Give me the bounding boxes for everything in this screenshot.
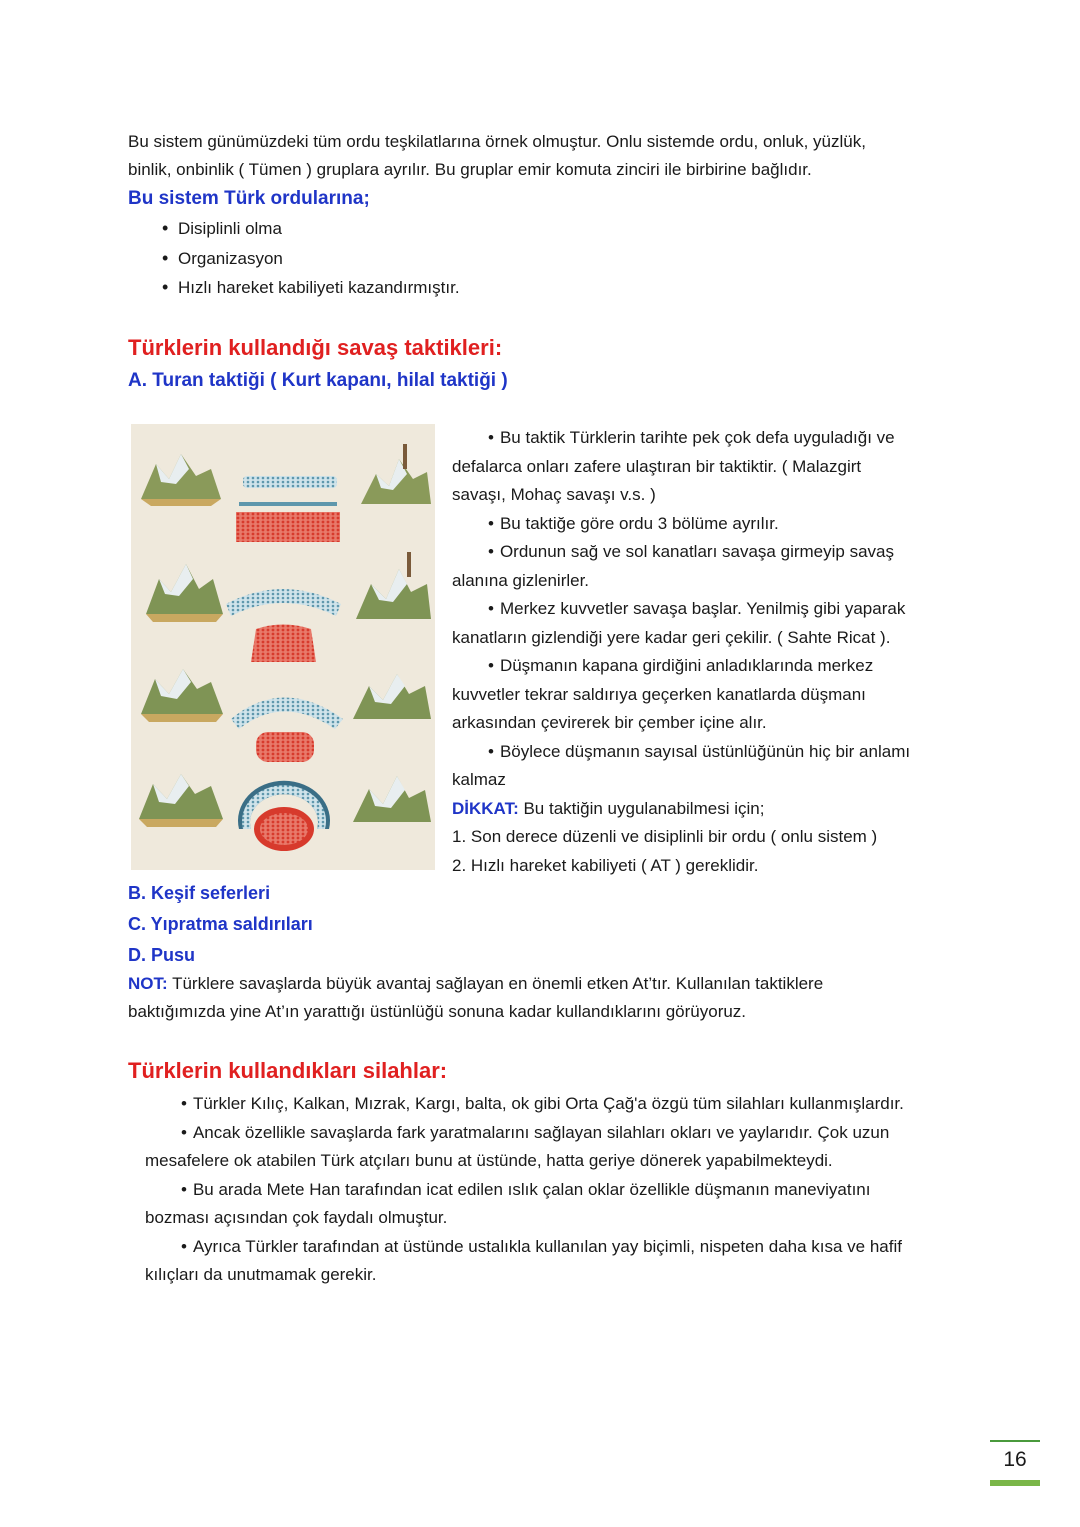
description-line: alanına gizlenirler. (452, 570, 590, 590)
note-line-2: baktığımızda yine At’ın yarattığı üstünlüğü sonuna kadar kullandıklarını görüyoruz. (128, 1002, 747, 1021)
description-line: savaşı, Mohaç savaşı v.s. ) (452, 485, 656, 504)
text-span: Düşmanın kapana girdiğini anladıklarında merkez (499, 656, 874, 675)
text-span: Ordunun sağ ve sol kanatları savaşa girmeyip savaş (499, 542, 894, 561)
text-span: Ayrıca Türkler tarafından at üstünde ustalıkla kullanılan yay biçimli, nispeten daha kısa ve hafif (192, 1236, 902, 1256)
requirement-line: 1. Son derece düzenli ve disiplinli bir ordu ( onlu sistem ) (452, 827, 878, 846)
intro-line-2: binlik, onbinlik ( Tümen ) gruplara ayrılır. Bu gruplar emir komuta zinciri ile birbirine bağlıdır. (128, 160, 812, 179)
text-span: Ancak özellikle savaşlarda fark yaratmalarını sağlayan silahları okları ve yaylarıdır. Çok uzun (192, 1122, 890, 1142)
text-span: Bu taktiğe göre ordu 3 bölüme ayrılır. (499, 513, 779, 533)
description-line: • Bu taktiğe göre ordu 3 bölüme ayrılır. (488, 513, 779, 533)
text-span: Türkler Kılıç, Kalkan, Mızrak, Kargı, balta, ok gibi Orta Çağ'a özgü tüm silahları kullanmışlardır. (192, 1094, 904, 1113)
mountain-right (361, 444, 431, 504)
tactic-a-description (452, 424, 932, 880)
weapons-line: • Bu arada Mete Han tarafından icat edilen ıslık çalan oklar özellikle düşmanın maneviyatını (181, 1179, 871, 1199)
mountain-right (356, 552, 431, 619)
weapons-line: bozması açısından çok faydalı olmuştur. (145, 1208, 448, 1227)
page-number-top-rule (990, 1440, 1040, 1442)
list-item: • Disiplinli olma (160, 214, 460, 244)
tactic-d-heading: D. Pusu (128, 945, 196, 965)
mountain-left (141, 669, 223, 722)
tactic-b-heading: B. Keşif seferleri (128, 883, 271, 903)
weapons-line: • Ayrıca Türkler tarafından at üstünde ustalıkla kullanılan yay biçimli, nispeten daha kısa ve hafif (181, 1236, 902, 1256)
stage-4 (139, 774, 431, 851)
dikkat-text: Bu taktiğin uygulanabilmesi için; (518, 798, 765, 818)
description-line: defalarca onları zafere ulaştıran bir taktiktir. ( Malazgirt (452, 456, 862, 476)
intro-line-1: Bu sistem günümüzdeki tüm ordu teşkilatlarına örnek olmuştur. Onlu sistemde ordu, onluk, yüzlük, (128, 132, 866, 151)
weapons-heading: Türklerin kullandıkları silahlar: (128, 1058, 448, 1083)
turan-tactic-illustration (131, 424, 435, 870)
note-label: NOT: (128, 974, 168, 993)
page-number-bottom-bar (990, 1480, 1040, 1486)
stage-3 (141, 669, 431, 762)
mountain-right (353, 674, 431, 719)
description-line: • Böylece düşmanın sayısal üstünlüğünün hiç bir anlamı (488, 741, 911, 761)
note-paragraph (128, 970, 948, 1026)
stage-1 (141, 444, 431, 542)
description-line: • Merkez kuvvetler savaşa başlar. Yenilmiş gibi yaparak (488, 599, 906, 618)
list-item: • Hızlı hareket kabiliyeti kazandırmıştır. (160, 273, 460, 303)
system-heading: Bu sistem Türk ordularına; (128, 188, 370, 209)
tactics-heading: Türklerin kullandığı savaş taktikleri: (128, 335, 503, 360)
tactic-diagram-svg (131, 424, 435, 870)
dikkat-line (452, 795, 932, 824)
description-line: kuvvetler tekrar saldırıya geçerken kanatlarda düşmanı (452, 684, 866, 704)
dikkat-label: DİKKAT: (452, 798, 519, 818)
text-span: Bu taktik Türklerin tarihte pek çok defa uyguladığı ve (499, 428, 895, 447)
weapons-list (145, 1090, 945, 1290)
stage-2 (146, 552, 431, 662)
mountain-left (141, 454, 221, 506)
mountain-left (146, 564, 223, 622)
weapons-line: kılıçları da unutmamak gerekir. (145, 1265, 377, 1284)
page-number-box (990, 1440, 1040, 1486)
description-line: kanatların gizlendiği yere kadar geri çekilir. ( Sahte Ricat ). (452, 627, 891, 647)
list-item: • Organizasyon (160, 244, 460, 274)
description-line: • Bu taktik Türklerin tarihte pek çok defa uyguladığı ve (488, 428, 895, 447)
tactic-a-heading: A. Turan taktiği ( Kurt kapanı, hilal taktiği ) (128, 370, 508, 391)
tactic-c-heading: C. Yıpratma saldırıları (128, 914, 313, 934)
mountain-right (353, 776, 431, 822)
description-line: • Düşmanın kapana girdiğini anladıklarında merkez (488, 656, 874, 675)
system-list (160, 214, 460, 303)
text-span: Bu arada Mete Han tarafından icat edilen ıslık çalan oklar özellikle düşmanın maneviyatını (192, 1179, 871, 1199)
requirement-line: 2. Hızlı hareket kabiliyeti ( AT ) gereklidir. (452, 855, 759, 875)
note-line-1: Türklere savaşlarda büyük avantaj sağlayan en önemli etken At’tır. Kullanılan taktiklere (167, 974, 824, 993)
mountain-left (139, 774, 223, 827)
text-span: Merkez kuvvetler savaşa başlar. Yenilmiş gibi yaparak (499, 599, 906, 618)
description-line: • Ordunun sağ ve sol kanatları savaşa girmeyip savaş (488, 542, 894, 561)
weapons-line: • Ancak özellikle savaşlarda fark yaratmalarını sağlayan silahları okları ve yaylarıdır. Çok uzun (181, 1122, 890, 1142)
intro-paragraph (128, 128, 948, 184)
weapons-line: mesafelere ok atabilen Türk atçıları bunu at üstünde, hatta geriye dönerek yapabilmekteydi. (145, 1151, 833, 1170)
weapons-line: • Türkler Kılıç, Kalkan, Mızrak, Kargı, balta, ok gibi Orta Çağ'a özgü tüm silahları kullanmışlardır. (181, 1094, 904, 1113)
description-line: arkasından çevirerek bir çember içine alır. (452, 713, 767, 732)
description-line: kalmaz (452, 770, 506, 789)
text-span: Böylece düşmanın sayısal üstünlüğünün hiç bir anlamı (499, 741, 911, 761)
page-number: 16 (1003, 1448, 1027, 1471)
